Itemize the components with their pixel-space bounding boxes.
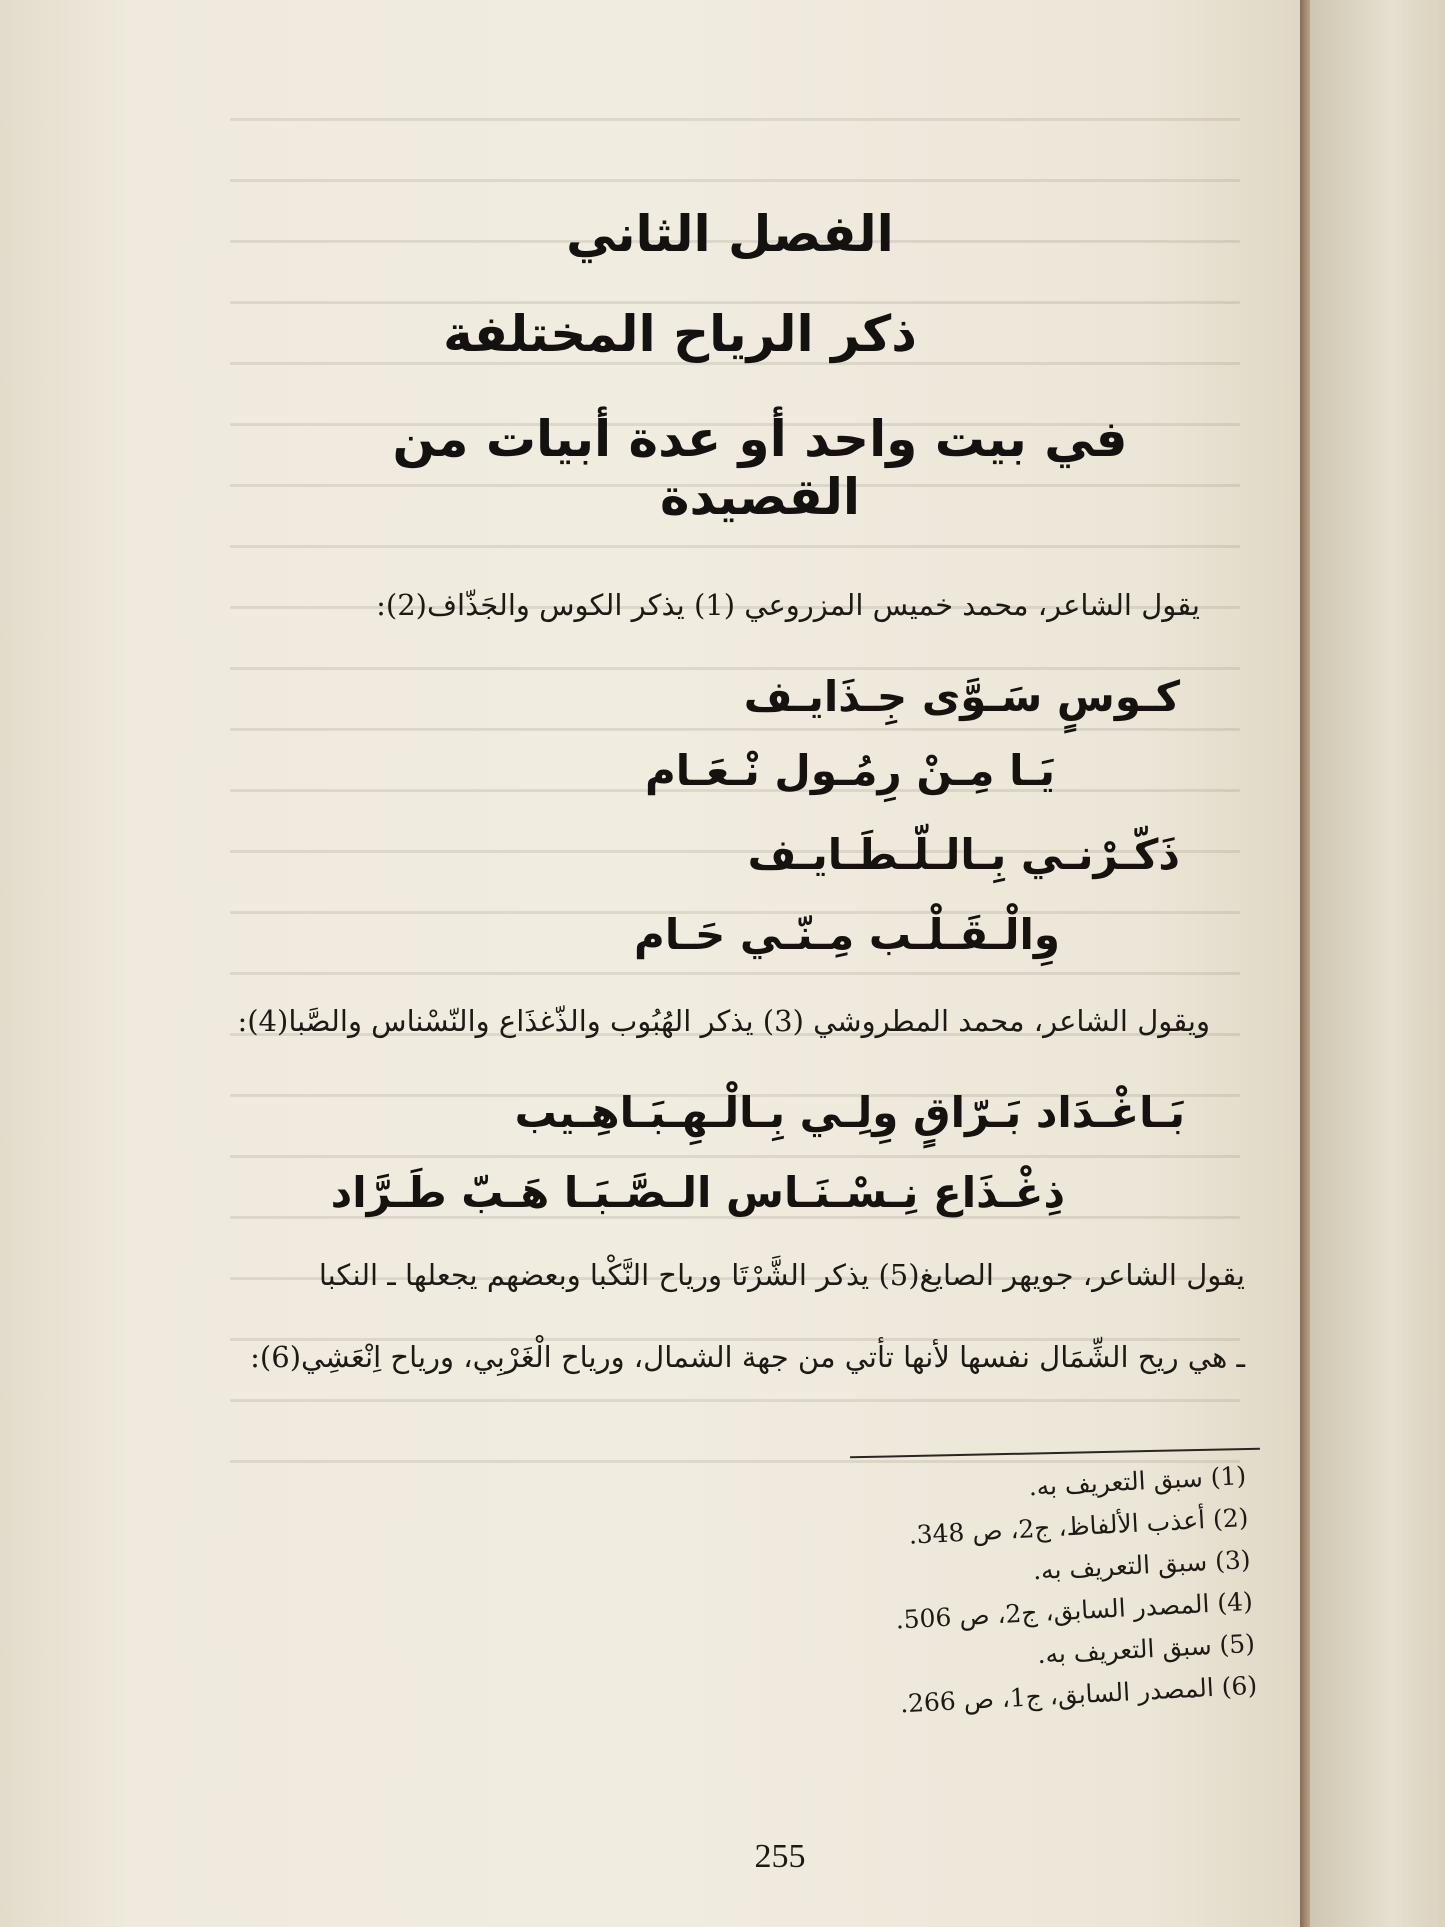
paragraph-1: يقول الشاعر، محمد خميس المزروعي (1) يذكر الكوس والجَذّاف(2): [376, 588, 1200, 622]
footnote: (2) أعذب الألفاظ، ج2، ص 348. [908, 1502, 1250, 1550]
verse-line-4: وِالْـقَـلْـب مِـنّـي حَـام [634, 910, 1060, 959]
footnote: (6) المصدر السابق، ج1، ص 266. [899, 1670, 1258, 1719]
footnote: (1) سبق التعريف به. [1027, 1460, 1247, 1502]
verse-line-2: يَـا مِـنْ رِمُـول نْـعَـام [645, 746, 1055, 795]
verse-line-1: كـوسٍ سَـوَّى جِـذَايـف [743, 672, 1180, 721]
paragraph-3-line-2: ـ هي ريح الشِّمَال نفسها لأنها تأتي من جهة الشمال، ورياح الْغَرْبِي، ورياح اِنْعَشِي(6): [250, 1340, 1245, 1374]
footnote: (4) المصدر السابق، ج2، ص 506. [894, 1586, 1254, 1635]
verse-line-6: ذِغْـذَاع نِـسْـنَـاس الـصَّـبَـا هَـبّ طَـرَّاد [330, 1168, 1065, 1217]
chapter-subtitle-2-line-2: القصيدة [660, 468, 860, 526]
chapter-title: الفصل الثاني [566, 205, 894, 263]
paragraph-2: ويقول الشاعر، محمد المطروشي (3) يذكر الهُبُوب والذّغذَاع والنّسْناس والصَّبا(4): [237, 1004, 1210, 1038]
paragraph-3-line-1: يقول الشاعر، جويهر الصايغ(5) يذكر الشَّرْتَا ورياح النَّكْبا وبعضهم يجعلها ـ النكبا [318, 1258, 1245, 1292]
chapter-subtitle-2-line-1: في بيت واحد أو عدة أبيات من [392, 410, 1128, 468]
chapter-subtitle: ذكر الرياح المختلفة [443, 305, 917, 363]
footnote: (3) سبق التعريف به. [1032, 1544, 1252, 1586]
page-edge [1300, 0, 1310, 1927]
chapter-subtitle-2 [380, 410, 1140, 526]
footnotes [546, 1455, 1258, 1743]
footnote: (5) سبق التعريف به. [1036, 1628, 1256, 1670]
next-page-edge [1310, 0, 1445, 1927]
verse-line-3: ذَكّـرْنـي بِـالـلّـطَـايـف [747, 830, 1180, 879]
page-number: 255 [754, 1838, 806, 1875]
verse-line-5: بَـاغْـدَاد بَـرّاقٍ وِلِـي بِـالْـهِـبَـاهِـيب [514, 1088, 1185, 1137]
